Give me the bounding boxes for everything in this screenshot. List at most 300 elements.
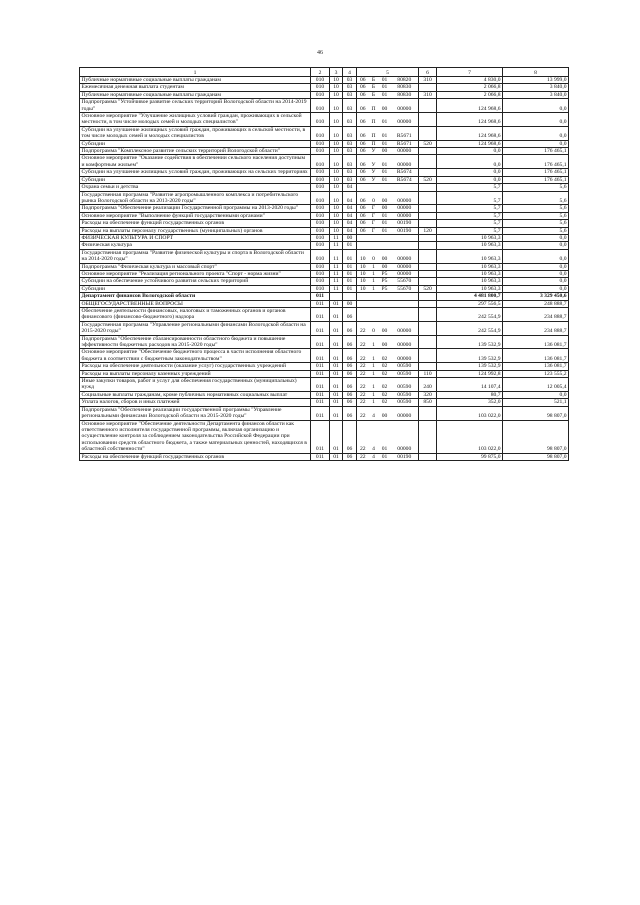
table-body xyxy=(80,77,569,461)
row-activity-code-cell: 00 xyxy=(379,321,391,335)
row-amount-2019-cell: 10 963,3 xyxy=(437,234,503,241)
row-amount-2020-cell: 0,0 xyxy=(503,140,569,147)
row-expense-type-cell xyxy=(419,349,437,363)
row-program-code-cell: 10 xyxy=(357,278,369,285)
row-amount-2019-cell: 10 963,3 xyxy=(437,263,503,270)
header-col-4: 4 xyxy=(343,68,357,77)
row-amount-2019-cell: 10 963,3 xyxy=(437,242,503,249)
row-name-cell: Подпрограмма "Обеспечение реализации государственной программы "Управление региональными финансами Вологодской области на 2015-2020 годы" xyxy=(80,406,311,420)
row-amount-2020-cell: 234 888,7 xyxy=(503,308,569,322)
row-program-code-cell: 06 xyxy=(357,220,369,227)
row-name-cell: Расходы на обеспечение функций государственных органов xyxy=(80,220,311,227)
row-admin-code-cell: 011 xyxy=(311,391,330,398)
row-admin-code-cell: 011 xyxy=(311,335,330,349)
row-amount-2019-cell: 124 968,6 xyxy=(437,99,503,113)
row-amount-2019-cell: 5,7 xyxy=(437,227,503,234)
row-subsection-cell: 04 xyxy=(343,220,357,227)
row-direction-code-cell: 00000 xyxy=(391,420,419,453)
row-subprogram-code-cell: 1 xyxy=(369,378,379,392)
row-expense-type-cell: 520 xyxy=(419,140,437,147)
table-row xyxy=(80,99,569,113)
row-activity-code-cell: 01 xyxy=(379,77,391,84)
row-subprogram-code-cell xyxy=(369,300,379,307)
row-admin-code-cell: 010 xyxy=(311,84,330,91)
row-program-code-cell: 06 xyxy=(357,126,369,140)
row-admin-code-cell: 010 xyxy=(311,91,330,98)
header-col-3: 3 xyxy=(330,68,343,77)
table-row xyxy=(80,242,569,249)
row-subprogram-code-cell: 4 xyxy=(369,406,379,420)
row-direction-code-cell xyxy=(391,242,419,249)
table-row xyxy=(80,308,569,322)
row-admin-code-cell: 011 xyxy=(311,406,330,420)
table-row xyxy=(80,91,569,98)
budget-table xyxy=(79,67,569,461)
row-subsection-cell: 03 xyxy=(343,99,357,113)
row-subsection-cell: 06 xyxy=(343,378,357,392)
row-expense-type-cell: 110 xyxy=(419,370,437,377)
row-activity-code-cell: 01 xyxy=(379,84,391,91)
row-amount-2020-cell: 5,6 xyxy=(503,227,569,234)
row-subsection-cell: 03 xyxy=(343,140,357,147)
table-row xyxy=(80,77,569,84)
row-direction-code-cell: 00000 xyxy=(391,249,419,263)
row-program-code-cell xyxy=(357,184,369,191)
row-direction-code-cell: R5671 xyxy=(391,140,419,147)
row-subsection-cell: 03 xyxy=(343,176,357,183)
row-section-cell: 10 xyxy=(330,220,343,227)
row-amount-2020-cell: 136 081,7 xyxy=(503,335,569,349)
row-section-cell: 01 xyxy=(330,349,343,363)
row-admin-code-cell: 010 xyxy=(311,184,330,191)
header-col-7: 7 xyxy=(437,68,503,77)
row-activity-code-cell: P5 xyxy=(379,270,391,277)
row-name-cell: Департамент финансов Вологодской области xyxy=(80,293,311,300)
row-subprogram-code-cell: 4 xyxy=(369,420,379,453)
row-subprogram-code-cell: Б xyxy=(369,84,379,91)
row-subprogram-code-cell: 0 xyxy=(369,191,379,205)
row-activity-code-cell: 01 xyxy=(379,227,391,234)
row-activity-code-cell: 01 xyxy=(379,169,391,176)
row-name-cell: Основное мероприятие "Обеспечение деятельности Департамента финансов области как ответственного исполнителя государственной программы, включая организацию и осуществление контроля за соблюдением законодательства Российской Федерации при использовании средств областного бюджета, а также материальных ценностей, находящихся в областной собственности" xyxy=(80,420,311,453)
row-amount-2020-cell: 3 329 450,6 xyxy=(503,293,569,300)
row-amount-2020-cell: 5,6 xyxy=(503,212,569,219)
row-admin-code-cell: 010 xyxy=(311,148,330,155)
row-section-cell: 01 xyxy=(330,308,343,322)
row-subsection-cell: 03 xyxy=(343,148,357,155)
row-expense-type-cell: 520 xyxy=(419,285,437,292)
row-program-code-cell: 06 xyxy=(357,148,369,155)
row-subsection-cell: 01 xyxy=(343,263,357,270)
row-activity-code-cell: P5 xyxy=(379,278,391,285)
header-col-8: 8 xyxy=(503,68,569,77)
row-program-code-cell: 10 xyxy=(357,270,369,277)
row-name-cell: ОБЩЕГОСУДАРСТВЕННЫЕ ВОПРОСЫ xyxy=(80,300,311,307)
row-program-code-cell: 06 xyxy=(357,84,369,91)
row-name-cell: Субсидии xyxy=(80,176,311,183)
row-admin-code-cell: 011 xyxy=(311,321,330,335)
table-row xyxy=(80,234,569,241)
row-subprogram-code-cell: У xyxy=(369,155,379,169)
row-amount-2020-cell: 0,0 xyxy=(503,270,569,277)
row-amount-2020-cell: 176 465,1 xyxy=(503,169,569,176)
row-expense-type-cell xyxy=(419,169,437,176)
row-activity-code-cell: 02 xyxy=(379,399,391,406)
row-name-cell: Расходы на обеспечение функций государственных органов xyxy=(80,453,311,460)
row-amount-2019-cell: 4 830,0 xyxy=(437,77,503,84)
table-row xyxy=(80,176,569,183)
row-program-code-cell: 06 xyxy=(357,176,369,183)
row-admin-code-cell: 010 xyxy=(311,113,330,127)
row-section-cell: 11 xyxy=(330,242,343,249)
row-activity-code-cell: 02 xyxy=(379,378,391,392)
row-amount-2020-cell: 98 807,0 xyxy=(503,406,569,420)
row-direction-code-cell: 55670 xyxy=(391,285,419,292)
table-row xyxy=(80,227,569,234)
row-subprogram-code-cell: Б xyxy=(369,77,379,84)
row-expense-type-cell xyxy=(419,453,437,460)
row-subsection-cell: 03 xyxy=(343,113,357,127)
row-direction-code-cell: 00000 xyxy=(391,212,419,219)
row-direction-code-cell: 00000 xyxy=(391,349,419,363)
row-expense-type-cell xyxy=(419,191,437,205)
row-name-cell: ФИЗИЧЕСКАЯ КУЛЬТУРА И СПОРТ xyxy=(80,234,311,241)
row-amount-2020-cell: 0,0 xyxy=(503,278,569,285)
row-section-cell: 11 xyxy=(330,234,343,241)
row-section-cell: 10 xyxy=(330,77,343,84)
row-direction-code-cell xyxy=(391,308,419,322)
row-direction-code-cell: 00590 xyxy=(391,391,419,398)
row-subsection-cell: 03 xyxy=(343,155,357,169)
row-program-code-cell: 22 xyxy=(357,321,369,335)
row-amount-2020-cell: 0,0 xyxy=(503,285,569,292)
row-subprogram-code-cell: Г xyxy=(369,227,379,234)
row-section-cell: 01 xyxy=(330,363,343,370)
table-row xyxy=(80,148,569,155)
row-section-cell: 10 xyxy=(330,113,343,127)
row-amount-2019-cell: 124 968,6 xyxy=(437,140,503,147)
row-program-code-cell xyxy=(357,234,369,241)
row-program-code-cell: 22 xyxy=(357,335,369,349)
row-activity-code-cell: 01 xyxy=(379,212,391,219)
row-name-cell: Подпрограмма "Устойчивое развитие сельских территорий Вологодской области на 2014-2019 годы" xyxy=(80,99,311,113)
row-admin-code-cell: 010 xyxy=(311,212,330,219)
row-expense-type-cell xyxy=(419,300,437,307)
table-row xyxy=(80,113,569,127)
row-name-cell: Государственная программа "Управление региональными финансами Вологодской области на 2015-2020 годы" xyxy=(80,321,311,335)
row-admin-code-cell: 011 xyxy=(311,308,330,322)
row-direction-code-cell xyxy=(391,300,419,307)
row-direction-code-cell: 00000 xyxy=(391,113,419,127)
row-name-cell: Субсидии на обеспечение устойчивого развития сельских территорий xyxy=(80,278,311,285)
table-row xyxy=(80,155,569,169)
row-admin-code-cell: 011 xyxy=(311,293,330,300)
row-admin-code-cell: 010 xyxy=(311,126,330,140)
row-subprogram-code-cell: Г xyxy=(369,212,379,219)
row-subprogram-code-cell: 1 xyxy=(369,335,379,349)
row-section-cell: 01 xyxy=(330,300,343,307)
row-section-cell: 10 xyxy=(330,205,343,212)
row-amount-2019-cell: 2 066,8 xyxy=(437,91,503,98)
row-amount-2020-cell: 13 999,0 xyxy=(503,77,569,84)
row-section-cell: 11 xyxy=(330,249,343,263)
row-program-code-cell: 06 xyxy=(357,205,369,212)
row-name-cell: Субсидии на улучшение жилищных условий граждан, проживающих в сельской местности, в том числе молодых семей и молодых специалистов xyxy=(80,126,311,140)
row-name-cell: Расходы на обеспечение деятельности (оказание услуг) государственных учреждений xyxy=(80,363,311,370)
row-subprogram-code-cell: 1 xyxy=(369,391,379,398)
row-name-cell: Подпрограмма "Обеспечение реализации Государственной программы на 2013-2020 годы" xyxy=(80,205,311,212)
row-program-code-cell: 22 xyxy=(357,453,369,460)
row-admin-code-cell: 010 xyxy=(311,205,330,212)
table-row xyxy=(80,126,569,140)
row-amount-2019-cell: 242 554,9 xyxy=(437,321,503,335)
row-amount-2019-cell: 0,0 xyxy=(437,169,503,176)
row-amount-2020-cell: 3 840,0 xyxy=(503,91,569,98)
row-program-code-cell: 06 xyxy=(357,77,369,84)
row-amount-2019-cell: 5,7 xyxy=(437,220,503,227)
row-subsection-cell: 03 xyxy=(343,126,357,140)
row-amount-2019-cell: 10 963,3 xyxy=(437,249,503,263)
row-direction-code-cell: 00000 xyxy=(391,148,419,155)
row-expense-type-cell xyxy=(419,278,437,285)
row-subprogram-code-cell: 4 xyxy=(369,453,379,460)
row-amount-2020-cell: 521,1 xyxy=(503,399,569,406)
row-admin-code-cell: 011 xyxy=(311,420,330,453)
row-subprogram-code-cell: Г xyxy=(369,205,379,212)
row-activity-code-cell: 02 xyxy=(379,391,391,398)
row-amount-2020-cell: 176 465,1 xyxy=(503,176,569,183)
row-name-cell: Расходы на выплаты персоналу казенных учреждений xyxy=(80,370,311,377)
row-amount-2020-cell: 3 840,0 xyxy=(503,84,569,91)
table-row xyxy=(80,406,569,420)
row-direction-code-cell: 80820 xyxy=(391,77,419,84)
row-direction-code-cell: R5674 xyxy=(391,176,419,183)
row-expense-type-cell xyxy=(419,155,437,169)
row-activity-code-cell: 02 xyxy=(379,370,391,377)
row-name-cell: Физическая культура xyxy=(80,242,311,249)
row-section-cell: 10 xyxy=(330,212,343,219)
row-subsection-cell: 06 xyxy=(343,349,357,363)
row-subprogram-code-cell xyxy=(369,184,379,191)
row-name-cell: Государственная программа "Развитие физической культуры и спорта в Вологодской области на 2014-2020 годы" xyxy=(80,249,311,263)
row-program-code-cell: 22 xyxy=(357,363,369,370)
row-amount-2020-cell: 5,6 xyxy=(503,184,569,191)
table-row xyxy=(80,399,569,406)
row-program-code-cell: 06 xyxy=(357,91,369,98)
row-name-cell: Субсидии на улучшение жилищных условий граждан, проживающих на сельских территориях xyxy=(80,169,311,176)
row-program-code-cell: 06 xyxy=(357,227,369,234)
row-activity-code-cell: 01 xyxy=(379,113,391,127)
row-name-cell: Охрана семьи и детства xyxy=(80,184,311,191)
row-amount-2020-cell: 0,0 xyxy=(503,113,569,127)
row-subprogram-code-cell xyxy=(369,308,379,322)
row-activity-code-cell: 00 xyxy=(379,148,391,155)
row-amount-2020-cell: 98 807,0 xyxy=(503,420,569,453)
row-activity-code-cell: 01 xyxy=(379,420,391,453)
table-row xyxy=(80,184,569,191)
row-subsection-cell xyxy=(343,293,357,300)
row-program-code-cell: 06 xyxy=(357,191,369,205)
row-subsection-cell: 01 xyxy=(343,270,357,277)
row-amount-2020-cell: 136 081,7 xyxy=(503,363,569,370)
row-program-code-cell: 10 xyxy=(357,249,369,263)
row-expense-type-cell: 120 xyxy=(419,227,437,234)
table-row xyxy=(80,370,569,377)
row-admin-code-cell: 010 xyxy=(311,99,330,113)
row-direction-code-cell xyxy=(391,234,419,241)
row-expense-type-cell xyxy=(419,308,437,322)
row-admin-code-cell: 010 xyxy=(311,227,330,234)
row-subprogram-code-cell: Б xyxy=(369,91,379,98)
row-subprogram-code-cell: 1 xyxy=(369,263,379,270)
header-col-2: 2 xyxy=(311,68,330,77)
row-amount-2019-cell: 103 022,0 xyxy=(437,420,503,453)
row-section-cell: 10 xyxy=(330,176,343,183)
row-section-cell: 10 xyxy=(330,148,343,155)
row-activity-code-cell: 01 xyxy=(379,453,391,460)
row-activity-code-cell: 00 xyxy=(379,99,391,113)
row-subsection-cell: 06 xyxy=(343,453,357,460)
row-direction-code-cell xyxy=(391,293,419,300)
row-admin-code-cell: 010 xyxy=(311,249,330,263)
row-direction-code-cell: 00590 xyxy=(391,363,419,370)
row-amount-2019-cell: 124 968,6 xyxy=(437,113,503,127)
row-admin-code-cell: 011 xyxy=(311,300,330,307)
row-direction-code-cell: 00590 xyxy=(391,378,419,392)
row-subprogram-code-cell: П xyxy=(369,140,379,147)
row-amount-2019-cell: 139 532,9 xyxy=(437,363,503,370)
row-program-code-cell: 06 xyxy=(357,169,369,176)
row-expense-type-cell xyxy=(419,335,437,349)
row-amount-2020-cell: 234 888,7 xyxy=(503,321,569,335)
row-subsection-cell: 06 xyxy=(343,420,357,453)
row-subprogram-code-cell: П xyxy=(369,113,379,127)
row-activity-code-cell: 01 xyxy=(379,140,391,147)
row-section-cell: 01 xyxy=(330,420,343,453)
row-expense-type-cell xyxy=(419,184,437,191)
row-subprogram-code-cell: Г xyxy=(369,220,379,227)
row-direction-code-cell: 00590 xyxy=(391,399,419,406)
row-activity-code-cell: 02 xyxy=(379,349,391,363)
table-row xyxy=(80,378,569,392)
row-program-code-cell: 06 xyxy=(357,99,369,113)
row-section-cell: 11 xyxy=(330,270,343,277)
row-amount-2020-cell: 5,6 xyxy=(503,191,569,205)
row-expense-type-cell xyxy=(419,242,437,249)
row-section-cell: 01 xyxy=(330,378,343,392)
row-section-cell: 10 xyxy=(330,169,343,176)
row-admin-code-cell: 010 xyxy=(311,191,330,205)
row-section-cell: 10 xyxy=(330,191,343,205)
row-activity-code-cell: P5 xyxy=(379,285,391,292)
row-section-cell: 01 xyxy=(330,321,343,335)
row-section-cell: 01 xyxy=(330,453,343,460)
row-amount-2019-cell: 5,7 xyxy=(437,191,503,205)
row-admin-code-cell: 010 xyxy=(311,263,330,270)
row-direction-code-cell: 00590 xyxy=(391,370,419,377)
row-direction-code-cell: R5671 xyxy=(391,126,419,140)
table-row xyxy=(80,349,569,363)
table-row xyxy=(80,140,569,147)
row-program-code-cell: 06 xyxy=(357,140,369,147)
row-subsection-cell: 00 xyxy=(343,234,357,241)
row-subsection-cell: 01 xyxy=(343,285,357,292)
row-expense-type-cell: 310 xyxy=(419,91,437,98)
row-expense-type-cell xyxy=(419,363,437,370)
row-activity-code-cell xyxy=(379,308,391,322)
row-expense-type-cell xyxy=(419,220,437,227)
row-direction-code-cell: 00000 xyxy=(391,263,419,270)
row-name-cell: Основное мероприятие "Обеспечение бюджетного процесса в части исполнения областного бюджета в соответствии с бюджетным законодательством" xyxy=(80,349,311,363)
row-amount-2019-cell: 80,7 xyxy=(437,391,503,398)
row-expense-type-cell xyxy=(419,293,437,300)
row-program-code-cell: 06 xyxy=(357,155,369,169)
row-name-cell: Субсидии xyxy=(80,285,311,292)
row-name-cell: Публичные нормативные социальные выплаты гражданам xyxy=(80,91,311,98)
row-activity-code-cell xyxy=(379,234,391,241)
row-direction-code-cell: R5674 xyxy=(391,169,419,176)
row-amount-2019-cell: 124 992,8 xyxy=(437,370,503,377)
row-section-cell: 10 xyxy=(330,126,343,140)
table-row xyxy=(80,391,569,398)
row-subprogram-code-cell xyxy=(369,242,379,249)
row-direction-code-cell: 00000 xyxy=(391,99,419,113)
table-row xyxy=(80,169,569,176)
row-expense-type-cell xyxy=(419,113,437,127)
row-activity-code-cell: 00 xyxy=(379,406,391,420)
row-name-cell: Подпрограмма "Физическая культура и массовый спорт" xyxy=(80,263,311,270)
row-subprogram-code-cell: 1 xyxy=(369,363,379,370)
row-section-cell: 10 xyxy=(330,84,343,91)
row-amount-2019-cell: 139 532,9 xyxy=(437,349,503,363)
table-row xyxy=(80,293,569,300)
row-section-cell: 01 xyxy=(330,399,343,406)
row-amount-2019-cell: 0,0 xyxy=(437,176,503,183)
row-expense-type-cell xyxy=(419,270,437,277)
table-row xyxy=(80,453,569,460)
table-header xyxy=(80,68,569,77)
row-subprogram-code-cell: 1 xyxy=(369,278,379,285)
row-direction-code-cell: 55670 xyxy=(391,278,419,285)
row-subsection-cell: 03 xyxy=(343,91,357,98)
row-amount-2020-cell: 0,0 xyxy=(503,234,569,241)
row-amount-2019-cell: 297 556,5 xyxy=(437,300,503,307)
table-row xyxy=(80,212,569,219)
row-amount-2020-cell: 0,0 xyxy=(503,391,569,398)
table-row xyxy=(80,220,569,227)
header-col-5: 5 xyxy=(357,68,419,77)
row-activity-code-cell: 01 xyxy=(379,220,391,227)
row-name-cell: Иные закупки товаров, работ и услуг для обеспечения государственных (муниципальных) нужд xyxy=(80,378,311,392)
row-amount-2019-cell: 2 066,8 xyxy=(437,84,503,91)
table-row xyxy=(80,335,569,349)
row-name-cell: Основное мероприятие "Оказание содействия в обеспечении сельского населения доступным и комфортным жильем" xyxy=(80,155,311,169)
table-row xyxy=(80,300,569,307)
table-row xyxy=(80,420,569,453)
row-program-code-cell: 22 xyxy=(357,406,369,420)
row-subsection-cell: 06 xyxy=(343,321,357,335)
row-subsection-cell: 04 xyxy=(343,227,357,234)
row-subprogram-code-cell xyxy=(369,293,379,300)
row-admin-code-cell: 010 xyxy=(311,140,330,147)
row-direction-code-cell: 80830 xyxy=(391,84,419,91)
row-amount-2020-cell: 0,0 xyxy=(503,249,569,263)
row-subprogram-code-cell: У xyxy=(369,148,379,155)
table-row xyxy=(80,321,569,335)
row-subsection-cell: 06 xyxy=(343,391,357,398)
row-subprogram-code-cell: П xyxy=(369,99,379,113)
row-section-cell: 01 xyxy=(330,370,343,377)
